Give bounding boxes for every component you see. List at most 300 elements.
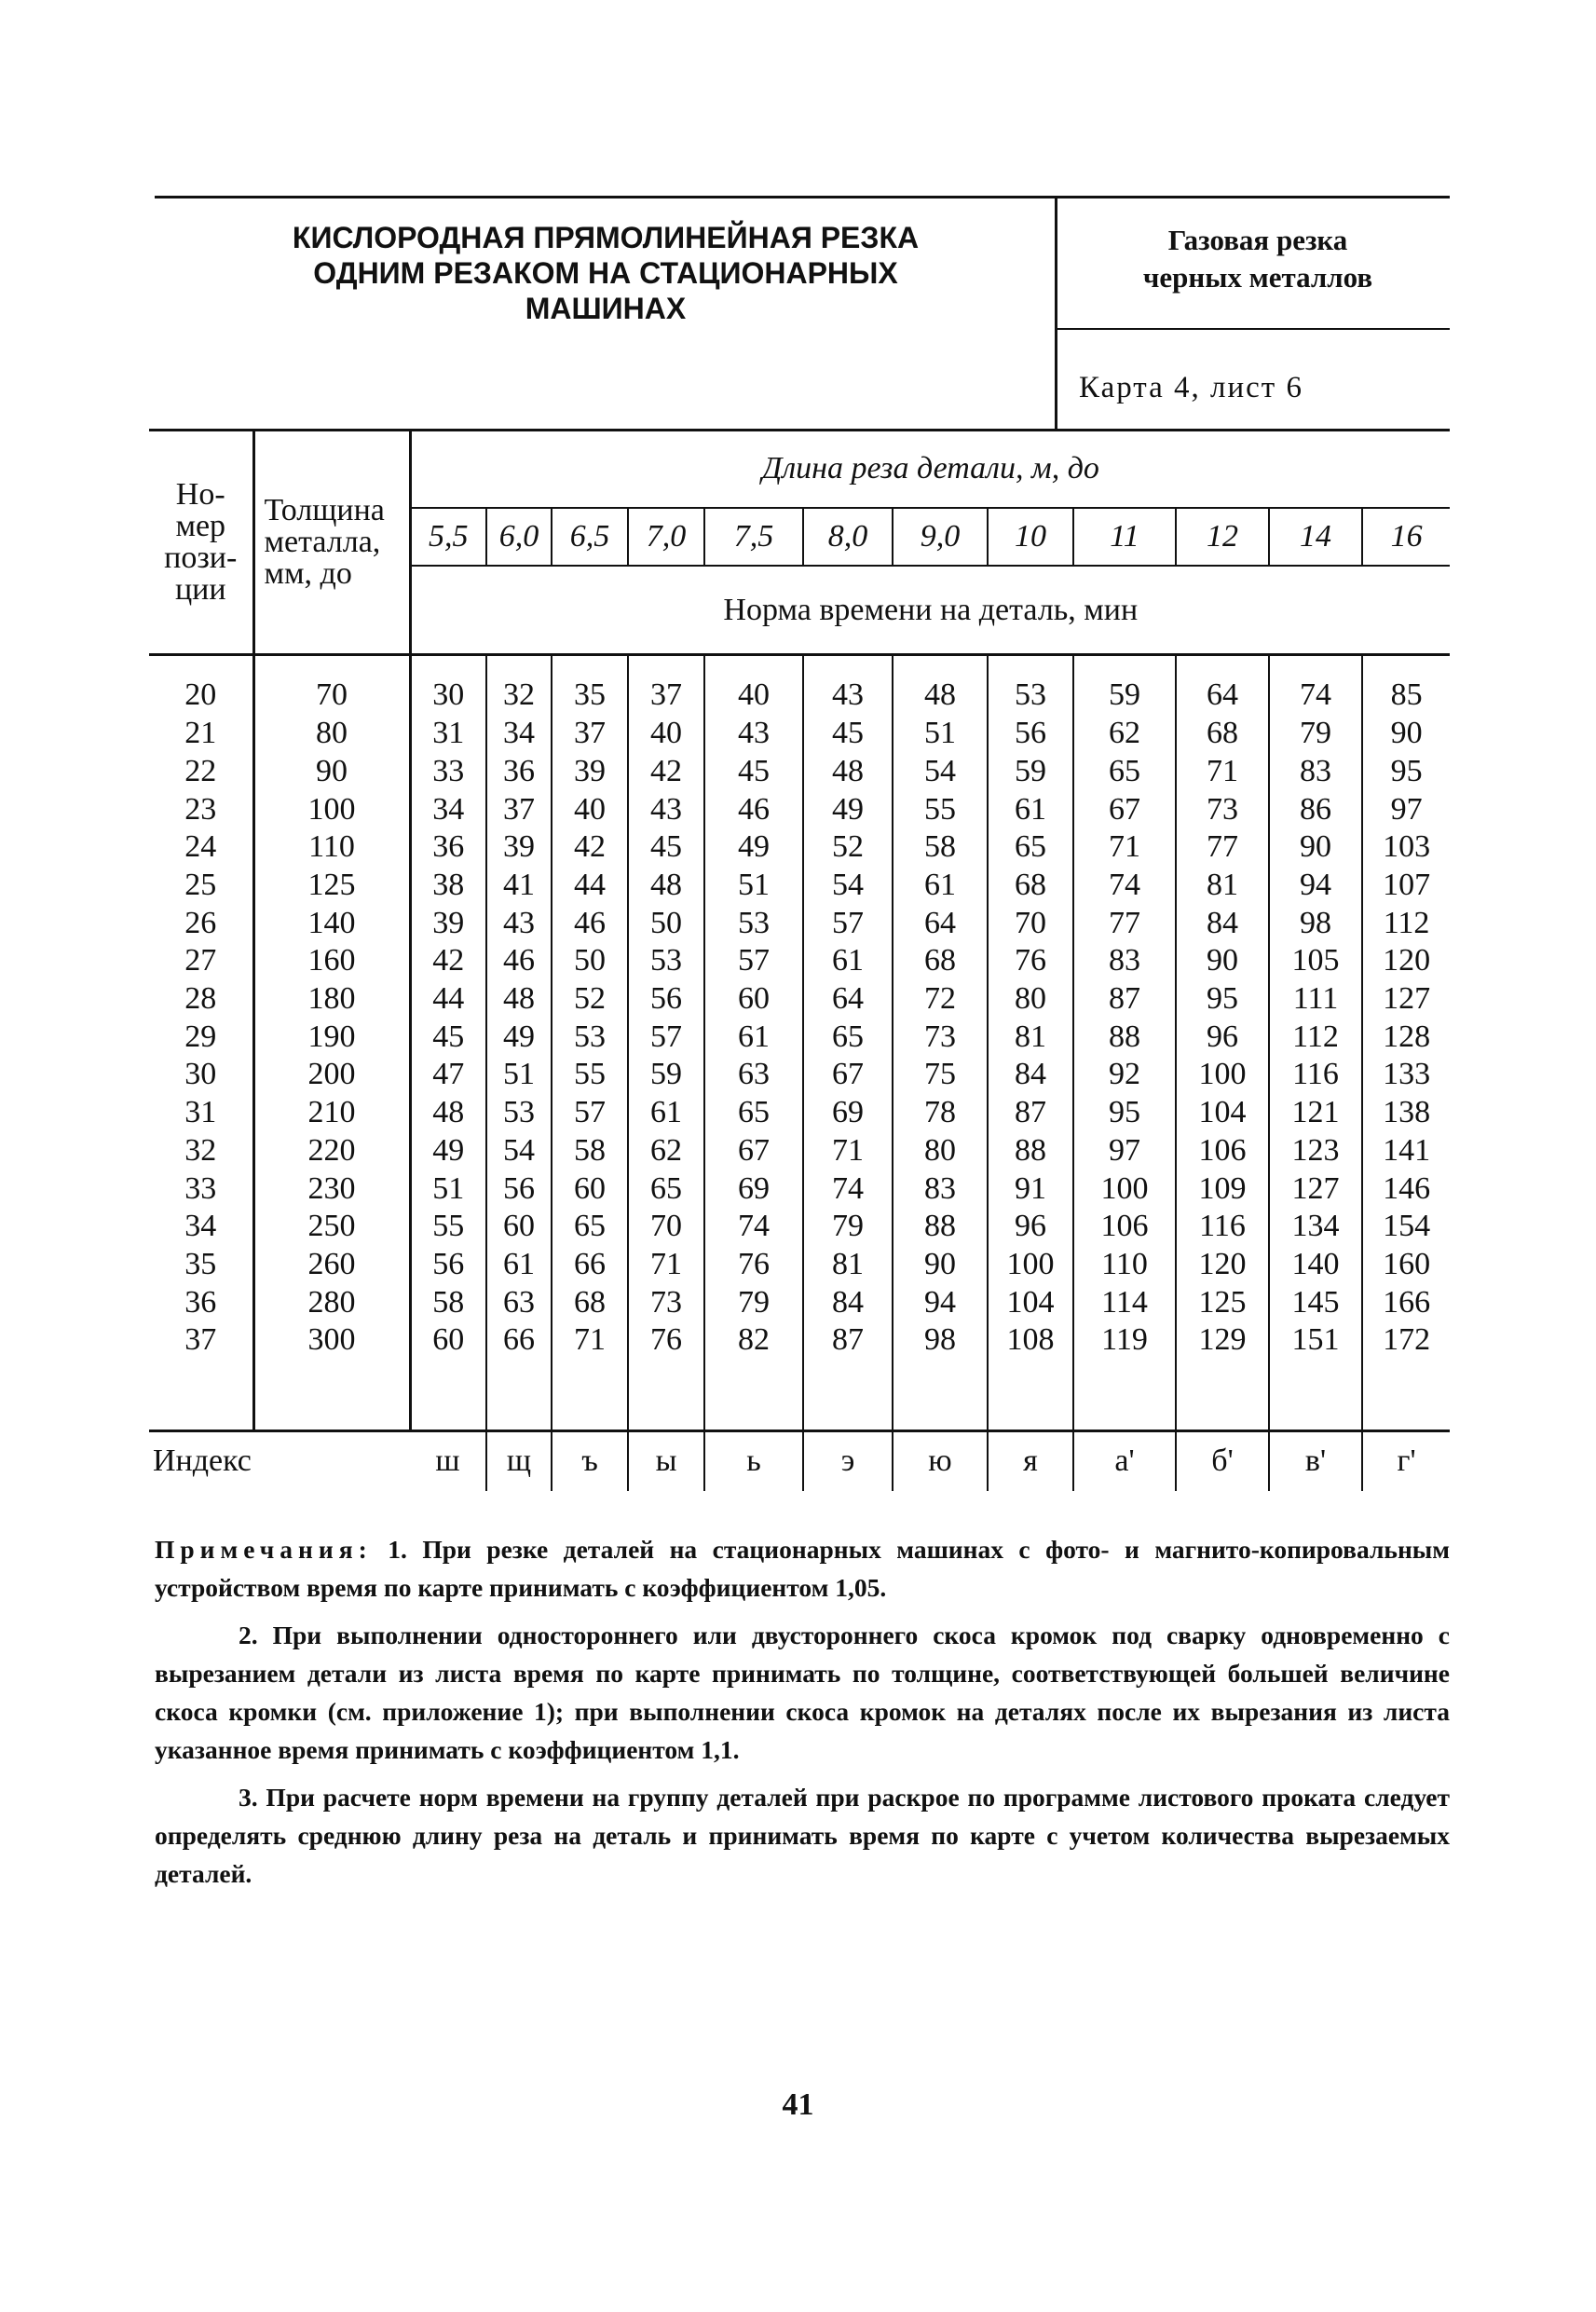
norm-time-value: 57 [738,943,770,978]
header-divider [1055,196,1057,429]
norm-time-value: 58 [924,829,956,865]
norm-time-value: 49 [832,791,864,827]
length-value: 7,5 [704,508,803,566]
norm-time-value: 70 [1015,905,1046,940]
norm-time-value: 95 [1207,981,1238,1017]
norm-time-value: 48 [432,1095,465,1130]
norm-time-value: 90 [924,1246,956,1281]
norm-time-value: 79 [1300,716,1331,751]
norm-time-value: 110 [1101,1246,1148,1281]
index-label: Индекс [153,1443,252,1479]
thickness-value: 280 [307,1284,356,1320]
norm-time-value: 86 [1300,791,1331,827]
norm-time-value: 134 [1291,1209,1340,1244]
norm-time-value: 65 [574,1209,606,1244]
note-2: 2. При выполнении одностороннего или двустороннего скоса кромок под сварку одновременно с вырезанием детали из листа время по карте принимать по толщине, соответствующей большей величине скоса кромки (см. приложение 1); при выполнении скоса кромок на деталях после их вырезания из листа указанное время принимать с коэффициентом 1,1. [155,1621,1450,1764]
position-column-header: Но- мер пози- ции [149,431,253,655]
norm-time-value: 116 [1292,1057,1339,1092]
norm-time-value: 68 [1015,867,1046,902]
thickness-value: 260 [307,1246,356,1281]
norm-time-value: 65 [738,1095,770,1130]
norm-column [1269,655,1362,1431]
position-number: 35 [184,1246,217,1281]
norm-time-value: 90 [1390,716,1423,751]
norm-time-value: 35 [574,677,606,713]
norm-time-value: 100 [1006,1246,1055,1281]
norm-time-value: 71 [1207,753,1238,788]
norm-time-value: 72 [924,981,956,1017]
norm-time-value: 133 [1383,1057,1431,1092]
notes-label: Примечания: [155,1535,373,1564]
position-number: 29 [184,1019,217,1054]
norm-time-value: 74 [1109,867,1140,902]
norm-time-value: 45 [650,829,682,865]
norm-column [1362,655,1450,1431]
norm-time-value: 59 [650,1057,682,1092]
norm-time-value: 37 [650,677,682,713]
norm-column [1073,655,1176,1431]
norm-time-value: 80 [1015,981,1046,1017]
norm-time-value: 146 [1383,1170,1431,1206]
norm-time-value: 34 [503,716,535,751]
thickness-value: 140 [307,905,356,940]
length-value: 8,0 [803,508,893,566]
position-number: 28 [184,981,217,1017]
norm-time-value: 87 [1015,1095,1046,1130]
norm-time-value: 46 [503,943,535,978]
position-number: 25 [184,867,217,902]
norm-time-value: 77 [1109,905,1140,940]
norm-time-value: 46 [738,791,770,827]
norm-time-value: 54 [832,867,864,902]
norm-time-value: 61 [832,943,864,978]
norm-time-value: 54 [924,753,956,788]
norm-time-value: 36 [503,753,535,788]
norm-time-value: 64 [1207,677,1238,713]
norm-time-value: 141 [1383,1132,1431,1168]
norm-time-value: 129 [1198,1322,1247,1358]
norm-time-value: 106 [1198,1132,1247,1168]
norm-column [628,655,704,1431]
thickness-value: 100 [307,791,356,827]
norm-column [893,655,988,1431]
norm-time-value: 108 [1006,1322,1055,1358]
thickness-value: 250 [307,1209,356,1244]
norm-time-value: 49 [738,829,770,865]
section-title: Газовая резка черных металлов [1142,224,1373,294]
index-value: ь [704,1430,803,1491]
norm-time-value: 160 [1383,1246,1431,1281]
norm-time-value: 56 [432,1246,465,1281]
norm-time-value: 103 [1383,829,1431,865]
index-value: а' [1073,1430,1176,1491]
thickness-value: 220 [307,1132,356,1168]
norm-time-value: 64 [832,981,864,1017]
thickness-value: 90 [316,753,348,788]
norm-time-value: 33 [432,753,465,788]
norm-table [149,429,1450,1491]
index-value: щ [486,1430,552,1491]
index-value: ш [410,1430,486,1491]
position-values [149,655,253,1431]
norm-header: Норма времени на деталь, мин [723,592,1139,627]
norm-time-value: 42 [650,753,682,788]
norm-time-value: 60 [574,1170,606,1206]
norm-time-value: 55 [924,791,956,827]
norm-time-value: 57 [650,1019,682,1054]
norm-time-value: 58 [432,1284,465,1320]
length-header: Длина реза детали, м, до [410,431,1450,508]
norm-time-value: 87 [832,1322,864,1358]
norm-time-value: 97 [1109,1132,1140,1168]
norm-time-value: 48 [650,867,682,902]
position-number: 26 [184,905,217,940]
length-value: 5,5 [410,508,486,566]
norm-time-value: 140 [1291,1246,1340,1281]
norm-time-value: 166 [1383,1284,1431,1320]
norm-time-value: 100 [1198,1057,1247,1092]
norm-time-value: 64 [924,905,956,940]
norm-time-value: 116 [1199,1209,1246,1244]
norm-time-value: 105 [1291,943,1340,978]
position-number: 23 [184,791,217,827]
norm-time-value: 74 [738,1209,770,1244]
norm-time-value: 128 [1383,1019,1431,1054]
norm-time-value: 104 [1198,1095,1247,1130]
norm-time-value: 56 [1015,716,1046,751]
norm-time-value: 61 [503,1246,535,1281]
thickness-value: 300 [307,1322,356,1358]
norm-time-value: 58 [574,1132,606,1168]
norm-time-value: 69 [738,1170,770,1206]
norm-time-value: 74 [832,1170,864,1206]
norm-time-value: 114 [1101,1284,1148,1320]
thickness-value: 110 [308,829,355,865]
norm-time-value: 37 [574,716,606,751]
notes [155,1530,1450,1902]
norm-time-value: 55 [574,1057,606,1092]
position-number: 21 [184,716,217,751]
norm-time-value: 46 [574,905,606,940]
norm-time-value: 39 [432,905,465,940]
norm-time-value: 71 [832,1132,864,1168]
norm-time-value: 53 [1015,677,1046,713]
norm-time-value: 44 [574,867,606,902]
norm-time-value: 151 [1291,1322,1340,1358]
norm-time-value: 63 [738,1057,770,1092]
norm-time-value: 40 [650,716,682,751]
norm-time-value: 65 [832,1019,864,1054]
norm-time-value: 81 [832,1246,864,1281]
norm-time-value: 94 [1300,867,1331,902]
norm-time-value: 44 [432,981,465,1017]
norm-time-value: 60 [503,1209,535,1244]
norm-time-value: 63 [503,1284,535,1320]
document-title: КИСЛОРОДНАЯ ПРЯМОЛИНЕЙНАЯ РЕЗКА ОДНИМ РЕЗАКОМ НА СТАЦИОНАРНЫХ МАШИНАХ [292,221,920,325]
norm-time-value: 85 [1390,677,1423,713]
index-value: ъ [552,1430,628,1491]
index-value: г' [1397,1443,1416,1479]
position-number: 27 [184,943,217,978]
norm-time-value: 88 [1109,1019,1140,1054]
note-1: 1. При резке деталей на стационарных машинах с фото- и магнито-копировальным устройством время по карте принимать с коэффициентом 1,05. [155,1535,1450,1602]
norm-column [552,655,628,1431]
norm-time-value: 104 [1006,1284,1055,1320]
norm-time-value: 56 [650,981,682,1017]
norm-time-value: 65 [1109,753,1140,788]
norm-time-value: 48 [503,981,535,1017]
norm-time-value: 67 [738,1132,770,1168]
norm-time-value: 111 [1292,981,1339,1017]
norm-time-value: 43 [832,677,864,713]
page-number: 41 [782,2087,814,2122]
norm-time-value: 49 [432,1132,465,1168]
norm-time-value: 65 [650,1170,682,1206]
norm-column [486,655,552,1431]
length-value: 7,0 [628,508,704,566]
norm-time-value: 40 [574,791,606,827]
norm-time-value: 59 [1015,753,1046,788]
norm-time-value: 73 [650,1284,682,1320]
note-3: 3. При расчете норм времени на группу деталей при раскрое по программе листового проката следует определять среднюю длину реза на деталь и принимать время по карте с учетом количества вырезаемых деталей. [155,1783,1450,1888]
norm-time-value: 78 [924,1095,956,1130]
norm-time-value: 88 [924,1209,956,1244]
length-value: 10 [988,508,1073,566]
position-number: 33 [184,1170,217,1206]
norm-time-value: 84 [832,1284,864,1320]
norm-time-value: 32 [503,677,535,713]
norm-time-value: 68 [1207,716,1238,751]
norm-time-value: 53 [574,1019,606,1054]
norm-time-value: 83 [1300,753,1331,788]
norm-time-value: 76 [1015,943,1046,978]
norm-time-value: 123 [1291,1132,1340,1168]
norm-time-value: 98 [924,1322,956,1358]
thickness-value: 80 [316,716,348,751]
norm-time-value: 95 [1390,753,1423,788]
norm-time-value: 53 [738,905,770,940]
norm-time-value: 61 [650,1095,682,1130]
norm-time-value: 70 [650,1209,682,1244]
norm-column [803,655,893,1431]
norm-time-value: 98 [1300,905,1331,940]
norm-time-value: 90 [1300,829,1331,865]
index-value: б' [1176,1430,1269,1491]
header-top-rule [155,196,1450,198]
position-number: 22 [184,753,217,788]
length-value: 6,5 [552,508,628,566]
norm-time-value: 71 [574,1322,606,1358]
thickness-value: 230 [307,1170,356,1206]
norm-time-value: 60 [432,1322,465,1358]
norm-time-value: 121 [1291,1095,1340,1130]
norm-time-value: 45 [832,716,864,751]
norm-time-value: 41 [503,867,535,902]
norm-time-value: 52 [832,829,864,865]
norm-time-value: 47 [432,1057,465,1092]
norm-time-value: 109 [1198,1170,1247,1206]
norm-time-value: 69 [832,1095,864,1130]
position-number: 20 [184,677,217,713]
norm-time-value: 43 [503,905,535,940]
norm-time-value: 49 [503,1019,535,1054]
norm-time-value: 43 [738,716,770,751]
index-value: я [988,1430,1073,1491]
norm-column [704,655,803,1431]
norm-time-value: 88 [1015,1132,1046,1168]
norm-time-value: 83 [924,1170,956,1206]
norm-time-value: 51 [432,1170,465,1206]
norm-time-value: 95 [1109,1095,1140,1130]
norm-time-value: 74 [1300,677,1331,713]
norm-time-value: 39 [503,829,535,865]
norm-time-value: 91 [1015,1170,1046,1206]
norm-time-value: 48 [832,753,864,788]
norm-time-value: 76 [738,1246,770,1281]
norm-time-value: 97 [1390,791,1423,827]
norm-time-value: 75 [924,1057,956,1092]
index-value: ы [628,1430,704,1491]
norm-time-value: 67 [832,1057,864,1092]
norm-time-value: 59 [1109,677,1140,713]
position-number: 37 [184,1322,217,1358]
norm-time-value: 67 [1109,791,1140,827]
norm-time-value: 68 [574,1284,606,1320]
norm-time-value: 30 [432,677,465,713]
length-value: 11 [1073,508,1176,566]
norm-time-value: 45 [432,1019,465,1054]
thickness-value: 190 [307,1019,356,1054]
norm-time-value: 62 [1109,716,1140,751]
norm-time-value: 106 [1100,1209,1149,1244]
norm-time-value: 56 [503,1170,535,1206]
norm-time-value: 92 [1109,1057,1140,1092]
norm-time-value: 34 [432,791,465,827]
norm-time-value: 73 [1207,791,1238,827]
norm-column [1176,655,1269,1431]
card-reference: Карта 4, лист 6 [1079,371,1303,404]
norm-time-value: 90 [1207,943,1238,978]
norm-time-value: 43 [650,791,682,827]
norm-time-value: 79 [738,1284,770,1320]
position-number: 31 [184,1095,217,1130]
norm-time-value: 61 [1015,791,1046,827]
norm-time-value: 94 [924,1284,956,1320]
position-number: 24 [184,829,217,865]
norm-time-value: 119 [1101,1322,1148,1358]
length-value: 14 [1269,508,1362,566]
thickness-value: 180 [307,981,356,1017]
norm-time-value: 45 [738,753,770,788]
norm-time-value: 80 [924,1132,956,1168]
norm-time-value: 127 [1383,981,1431,1017]
thickness-value: 200 [307,1057,356,1092]
norm-column [410,655,486,1431]
position-number: 30 [184,1057,217,1092]
norm-time-value: 120 [1383,943,1431,978]
index-value: в' [1269,1430,1362,1491]
norm-time-value: 172 [1383,1322,1431,1358]
norm-time-value: 96 [1015,1209,1046,1244]
thickness-column-header: Толщина металла, мм, до [253,431,410,655]
position-number: 34 [184,1209,217,1244]
norm-time-value: 38 [432,867,465,902]
norm-time-value: 120 [1198,1246,1247,1281]
norm-time-value: 154 [1383,1209,1431,1244]
norm-time-value: 83 [1109,943,1140,978]
norm-time-value: 71 [650,1246,682,1281]
norm-time-value: 100 [1100,1170,1149,1206]
norm-time-value: 51 [924,716,956,751]
norm-time-value: 127 [1291,1170,1340,1206]
header-section-rule [1055,328,1450,330]
thickness-value: 160 [307,943,356,978]
norm-time-value: 60 [738,981,770,1017]
norm-time-value: 31 [432,716,465,751]
norm-time-value: 71 [1109,829,1140,865]
norm-time-value: 125 [1198,1284,1247,1320]
norm-time-value: 52 [574,981,606,1017]
index-value: ю [893,1430,988,1491]
norm-time-value: 73 [924,1019,956,1054]
norm-time-value: 51 [503,1057,535,1092]
norm-time-value: 36 [432,829,465,865]
norm-time-value: 57 [832,905,864,940]
position-number: 36 [184,1284,217,1320]
thickness-value: 70 [316,677,348,713]
thickness-value: 210 [307,1095,356,1130]
norm-time-value: 51 [738,867,770,902]
norm-time-value: 57 [574,1095,606,1130]
index-value: э [803,1430,893,1491]
thickness-values [253,655,410,1431]
norm-time-value: 84 [1015,1057,1046,1092]
norm-time-value: 79 [832,1209,864,1244]
norm-time-value: 50 [650,905,682,940]
norm-time-value: 112 [1383,905,1430,940]
norm-time-value: 53 [650,943,682,978]
norm-column [988,655,1073,1431]
length-value: 6,0 [486,508,552,566]
norm-time-value: 37 [503,791,535,827]
norm-time-value: 54 [503,1132,535,1168]
norm-time-value: 62 [650,1132,682,1168]
length-value: 12 [1176,508,1269,566]
norm-time-value: 61 [738,1019,770,1054]
position-number: 32 [184,1132,217,1168]
norm-time-value: 50 [574,943,606,978]
norm-time-value: 107 [1383,867,1431,902]
norm-time-value: 87 [1109,981,1140,1017]
norm-time-value: 66 [574,1246,606,1281]
norm-time-value: 55 [432,1209,465,1244]
norm-time-value: 42 [574,829,606,865]
norm-time-value: 65 [1015,829,1046,865]
norm-time-value: 77 [1207,829,1238,865]
norm-time-value: 84 [1207,905,1238,940]
norm-time-value: 42 [432,943,465,978]
norm-time-value: 112 [1292,1019,1339,1054]
norm-time-value: 138 [1383,1095,1431,1130]
norm-time-value: 145 [1291,1284,1340,1320]
norm-time-value: 81 [1015,1019,1046,1054]
norm-time-value: 53 [503,1095,535,1130]
norm-time-value: 61 [924,867,956,902]
norm-time-value: 66 [503,1322,535,1358]
norm-time-value: 96 [1207,1019,1238,1054]
norm-time-value: 76 [650,1322,682,1358]
length-value: 16 [1362,508,1450,566]
